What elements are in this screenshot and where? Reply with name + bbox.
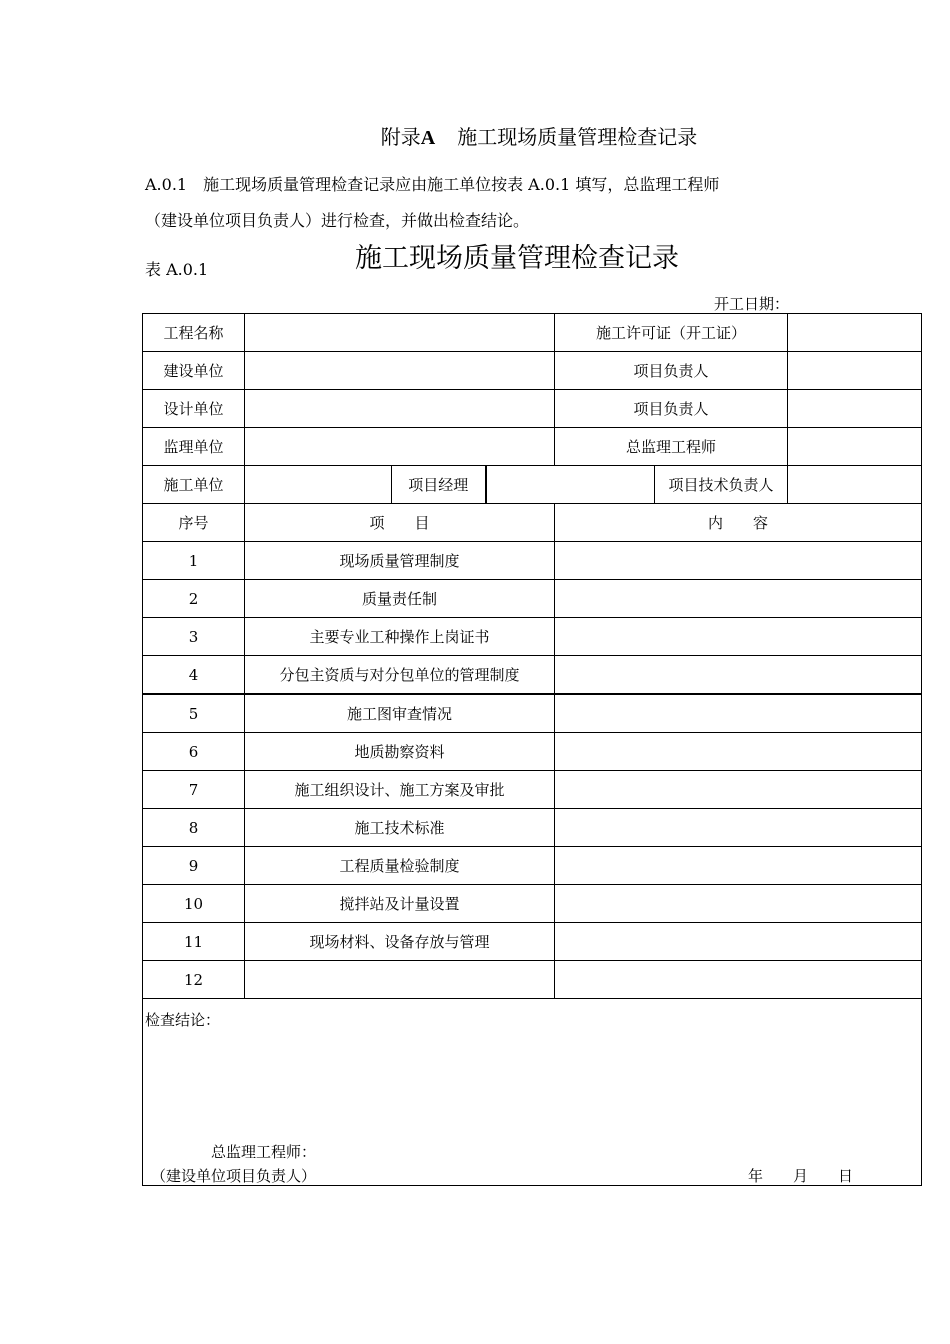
- table-row: [143, 580, 922, 618]
- appendix-heading: 施工现场质量管理检查记录: [457, 125, 698, 149]
- design-value[interactable]: [245, 390, 555, 428]
- design-leader-label: 项目负责人: [555, 390, 788, 428]
- project-name-value[interactable]: [245, 314, 555, 352]
- item-name: 现场质量管理制度: [245, 542, 555, 580]
- item-no: 10: [143, 885, 245, 923]
- item-no: 12: [143, 961, 245, 999]
- item-content[interactable]: [555, 809, 922, 847]
- header-no: 序号: [143, 504, 245, 542]
- item-name: 工程质量检验制度: [245, 847, 555, 885]
- item-no: 9: [143, 847, 245, 885]
- row-owner: [143, 352, 922, 390]
- owner-representative-label: （建设单位项目负责人）: [151, 1167, 317, 1185]
- conclusion-label: 检查结论：: [145, 1011, 221, 1029]
- design-label: 设计单位: [143, 390, 245, 428]
- signature-date: 年 月 日: [748, 1167, 854, 1185]
- item-no: 8: [143, 809, 245, 847]
- design-leader-value[interactable]: [788, 390, 922, 428]
- manager-value[interactable]: [486, 466, 655, 504]
- row-supervisor: [143, 428, 922, 466]
- chief-supervisor-value[interactable]: [788, 428, 922, 466]
- appendix-prefix: 附录: [380, 125, 421, 149]
- table-row: [143, 885, 922, 923]
- row-conclusion: [143, 999, 922, 1186]
- table-row: [143, 847, 922, 885]
- table-number: 表 A.0.1: [145, 260, 209, 279]
- item-content[interactable]: [555, 618, 922, 656]
- item-no: 5: [143, 694, 245, 733]
- supervisor-label: 监理单位: [143, 428, 245, 466]
- item-name[interactable]: [245, 961, 555, 999]
- chief-supervisor-label: 总监理工程师: [555, 428, 788, 466]
- item-content[interactable]: [555, 542, 922, 580]
- permit-value[interactable]: [788, 314, 922, 352]
- item-content[interactable]: [555, 847, 922, 885]
- item-name: 施工技术标准: [245, 809, 555, 847]
- item-name: 分包主资质与对分包单位的管理制度: [245, 656, 555, 695]
- item-name: 地质勘察资料: [245, 733, 555, 771]
- table-row: [143, 618, 922, 656]
- project-name-label: 工程名称: [143, 314, 245, 352]
- contractor-label: 施工单位: [143, 466, 245, 504]
- quality-check-table: [142, 313, 922, 1186]
- item-name: 质量责任制: [245, 580, 555, 618]
- item-name: 施工图审查情况: [245, 694, 555, 733]
- permit-label: 施工许可证（开工证）: [555, 314, 788, 352]
- conclusion-cell[interactable]: [143, 999, 922, 1186]
- item-no: 7: [143, 771, 245, 809]
- row-header: [143, 504, 922, 542]
- tech-leader-label: 项目技术负责人: [655, 466, 788, 504]
- owner-value[interactable]: [245, 352, 555, 390]
- row-project-name: [143, 314, 922, 352]
- item-name: 施工组织设计、施工方案及审批: [245, 771, 555, 809]
- owner-leader-value[interactable]: [788, 352, 922, 390]
- item-content[interactable]: [555, 694, 922, 733]
- contractor-value[interactable]: [245, 466, 392, 504]
- item-name: 主要专业工种操作上岗证书: [245, 618, 555, 656]
- owner-leader-label: 项目负责人: [555, 352, 788, 390]
- table-row: [143, 542, 922, 580]
- row-contractor: [143, 466, 922, 504]
- item-no: 1: [143, 542, 245, 580]
- table-row: [143, 771, 922, 809]
- item-content[interactable]: [555, 885, 922, 923]
- table-row: [143, 694, 922, 733]
- header-content: 内 容: [555, 504, 922, 542]
- item-no: 6: [143, 733, 245, 771]
- owner-label: 建设单位: [143, 352, 245, 390]
- table-row: [143, 923, 922, 961]
- row-design: [143, 390, 922, 428]
- item-content[interactable]: [555, 923, 922, 961]
- item-no: 11: [143, 923, 245, 961]
- item-content[interactable]: [555, 771, 922, 809]
- chief-supervisor-signature-label: 总监理工程师：: [211, 1143, 317, 1161]
- intro-paragraph-line-1: A.0.1 施工现场质量管理检查记录应由施工单位按表 A.0.1 填写，总监理工程师: [145, 175, 720, 194]
- item-name: 搅拌站及计量设置: [245, 885, 555, 923]
- intro-paragraph-line-2: （建设单位项目负责人）进行检查，并做出检查结论。: [145, 211, 530, 230]
- table-row: [143, 733, 922, 771]
- table-row: [143, 809, 922, 847]
- table-row: [143, 656, 922, 695]
- start-date-label: 开工日期：: [714, 295, 790, 313]
- appendix-title: [0, 121, 950, 150]
- table-title: 施工现场质量管理检查记录: [355, 243, 679, 274]
- appendix-letter: A: [420, 127, 436, 149]
- manager-label: 项目经理: [392, 466, 486, 504]
- item-no: 4: [143, 656, 245, 695]
- table-row: [143, 961, 922, 999]
- header-item: 项 目: [245, 504, 555, 542]
- item-no: 2: [143, 580, 245, 618]
- item-no: 3: [143, 618, 245, 656]
- tech-leader-value[interactable]: [788, 466, 922, 504]
- item-name: 现场材料、设备存放与管理: [245, 923, 555, 961]
- item-content[interactable]: [555, 656, 922, 695]
- supervisor-value[interactable]: [245, 428, 555, 466]
- item-content[interactable]: [555, 580, 922, 618]
- item-content[interactable]: [555, 733, 922, 771]
- item-content[interactable]: [555, 961, 922, 999]
